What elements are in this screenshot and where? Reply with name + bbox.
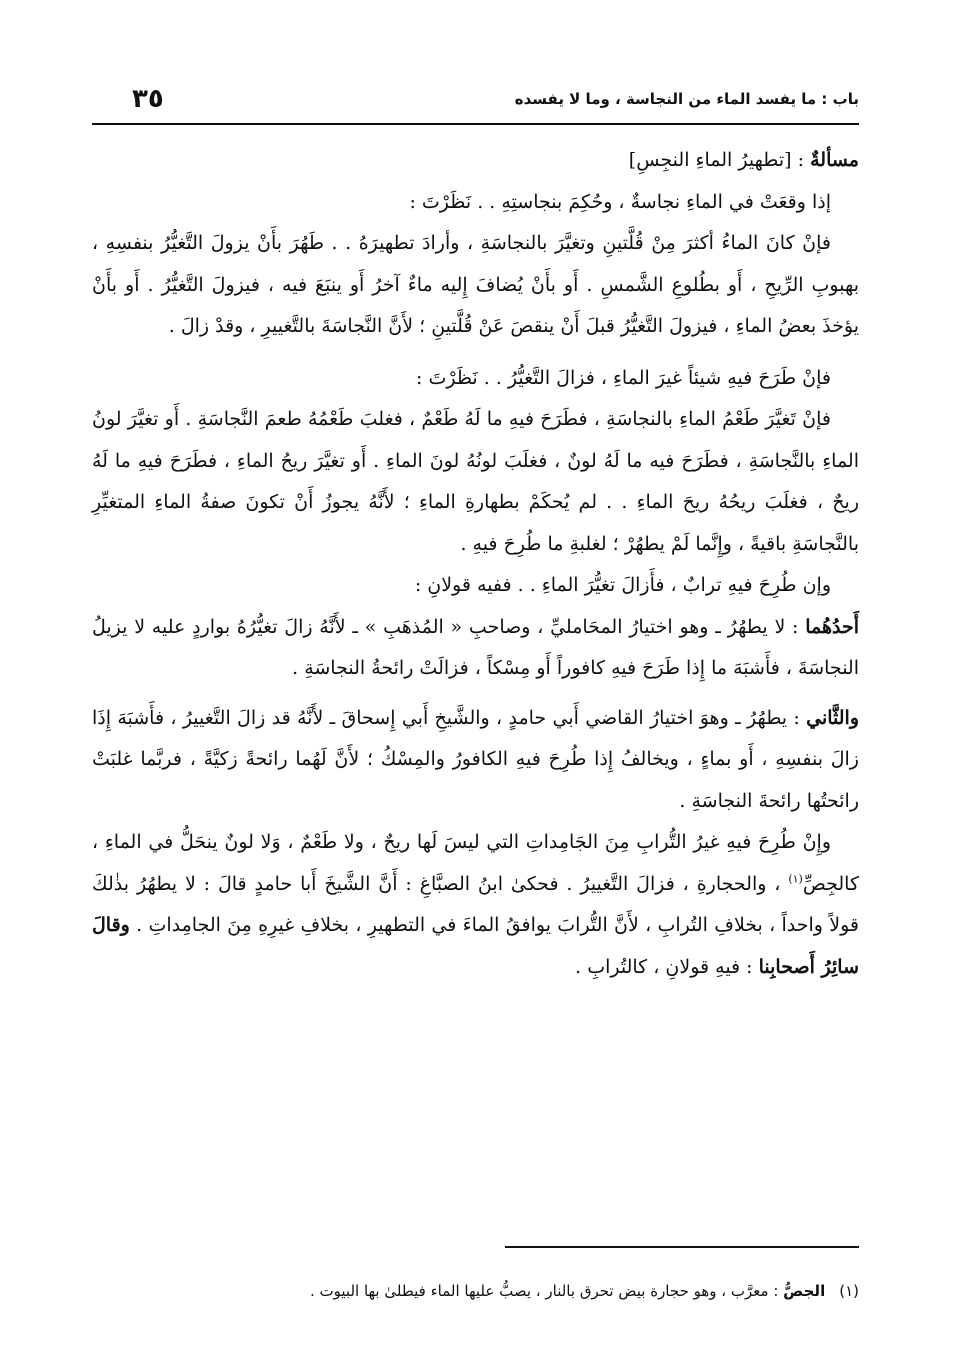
paragraph-5: وإن طُرِحَ فيهِ ترابٌ ، فأَزالَ تغيُّرَ الماءِ . . ففيه قولانِ : <box>414 574 831 596</box>
paragraph-8 <box>92 822 859 988</box>
footnote-divider <box>505 1246 859 1248</box>
footnote <box>92 1279 859 1303</box>
opinion-first-text: : لا يطهُرُ ـ وهو اختيارُ المحَامليِّ ، وصاحبِ « المُذهَبِ » ـ لأَنَّهُ زالَ تغيُّرُهُ بواردٍ عليه لا يزيلُ النجاسَةَ ، فأَشبَهَ ما إِذا طَرَحَ فيهِ كافوراً أَو مِسْكاً ، فزالَتْ رائحةُ النجاسَةِ . <box>92 615 859 679</box>
chapter-title: باب : ما يفسد الماء من النجاسة ، وما لا يفسده <box>514 90 859 108</box>
paragraph-8-part-3: : فيهِ قولانِ ، كالتُرابِ . <box>575 955 759 978</box>
footnote-term: الجصُّ <box>783 1282 826 1300</box>
paragraph-1: إذا وقعَتْ في الماءِ نجاسةٌ ، وحُكِمَ بنجاستِهِ . . نَظَرْتَ : <box>409 190 831 213</box>
section-colon: : <box>791 149 811 171</box>
paragraph-3: فإنْ طَرَحَ فيهِ شيئاً غيرَ الماءِ ، فزالَ التَّغيُّرُ . . نَظَرْتَ : <box>416 366 831 389</box>
paragraph-4: فإنْ تَغيَّرَ طَعْمُ الماءِ بالنجاسَةِ ، فطَرَحَ فيهِ ما لَهُ طَعْمٌ ، فغلبَ طَعْمُهُ طعمَ النَّجاسَةِ . أَو تغيَّرَ لونُ الماءِ بالنَّجاسَةِ ، فطَرَحَ فيه ما لَهُ لونٌ ، فغلَبَ لونُهُ لونَ الماءِ . أَو تغيَّرَ ريحُ الماءِ ، فطَرَحَ فيهِ ما لَهُ ريحٌ ، فغلَبَ ريحُهُ ريحَ الماءِ . . لم يُحكَمْ بطهارةِ الماءِ ؛ لأَنَّهُ يجوزُ أَنْ تكونَ صفةُ الماءِ المتغيِّرِ بالنَّجاسَةِ باقيةً ، وإِنَّما لَمْ يطهُرْ ؛ لغلبةِ ما طُرِحَ فيهِ . <box>92 408 859 555</box>
footnote-number: (١) <box>839 1282 859 1300</box>
paragraph-8-part-1: وإِنْ طُرِحَ فيهِ غيرُ التُّرابِ مِنَ الجَامِداتِ التي ليسَ لَها ريحٌ ، ولا طَعْمٌ ، وَلا لونٌ ينحَلُّ في الماءِ ، كالجِصِّ <box>92 831 859 895</box>
opinion-second-label: والثَّاني <box>806 706 859 729</box>
paragraph-6 <box>92 607 859 690</box>
footnote-text: : معرَّب ، وهو حجارة بيض تحرق بالنار ، يصبُّ عليها الماء فيطلىٰ بها البيوت . <box>309 1282 784 1300</box>
section-heading <box>92 140 859 182</box>
paragraph-2: فإنْ كانَ الماءُ أكثرَ مِنْ قُلَّتينِ وتغيَّرَ بالنجاسَةِ ، وأرادَ تطهيرَهُ . . طَهُرَ بأَنْ يزولَ التَّغيُّرُ بنفسِهِ ، بهبوبِ الرِّيحِ ، أَو بطُلوعِ الشَّمسِ . أَو بأَنْ يُضافَ إِليه ماءٌ آخرُ أَو ينبَعَ فيه ، فيزولَ التَّغيُّرُ . أَو بأَنْ يؤخذَ بعضُ الماءِ ، فيزولَ التَّغيُّرُ قبلَ أَنْ ينقصَ عَنْ قُلَّتينِ ؛ لأَنَّ النَّجاسَةَ بالتَّغييرِ ، وقدْ زالَ . <box>92 232 860 337</box>
opinion-second-text: : يطهُرُ ـ وهوَ اختيارُ القاضي أَبي حامدٍ ، والشَّيخِ أَبي إِسحاقَ ـ لأَنَّهُ قد زالَ التَّغييرُ ، فأَشبَهَ إِذَا زالَ بنفسِهِ ، أَو بماءٍ ، ويخالفُ إِذا طُرِحَ فيهِ الكافورُ والمِسْكُ ؛ لأَنَّ لَهُما رائحةً زكيَّةً ، فربَّما غلبَتْ رائحتُها رائحةَ النجاسَةِ . <box>92 706 859 812</box>
opinion-first-label: أَحدُهُما <box>805 615 859 638</box>
paragraph-7 <box>92 698 859 823</box>
section-title: [تطهيرُ الماءِ النجِسِ] <box>628 149 792 171</box>
running-header <box>92 84 859 120</box>
paragraph-8-part-2: ، والحجارةِ ، فزالَ التَّغييرُ . فحكىٰ ابنُ الصبَّاغِ : أَنَّ الشَّيخَ أَبا حامدٍ قالَ : لا يطهُرُ بذٰلكَ قولاً واحداً ، بخلافِ التُرابِ ، لأَنَّ التُّرابَ يوافقُ الماءَ في التطهيرِ ، بخلافِ غيرِهِ مِنَ الجامِداتِ . <box>92 872 859 936</box>
header-divider <box>92 123 859 125</box>
section-label: مسألةٌ <box>810 149 859 171</box>
paragraph-8-bold: وقالَ سائِرُ أَصحابِنا <box>92 914 859 978</box>
page-number: ٣٥ <box>132 84 164 114</box>
main-text <box>92 140 859 988</box>
footnote-reference[interactable]: (١) <box>788 872 803 886</box>
